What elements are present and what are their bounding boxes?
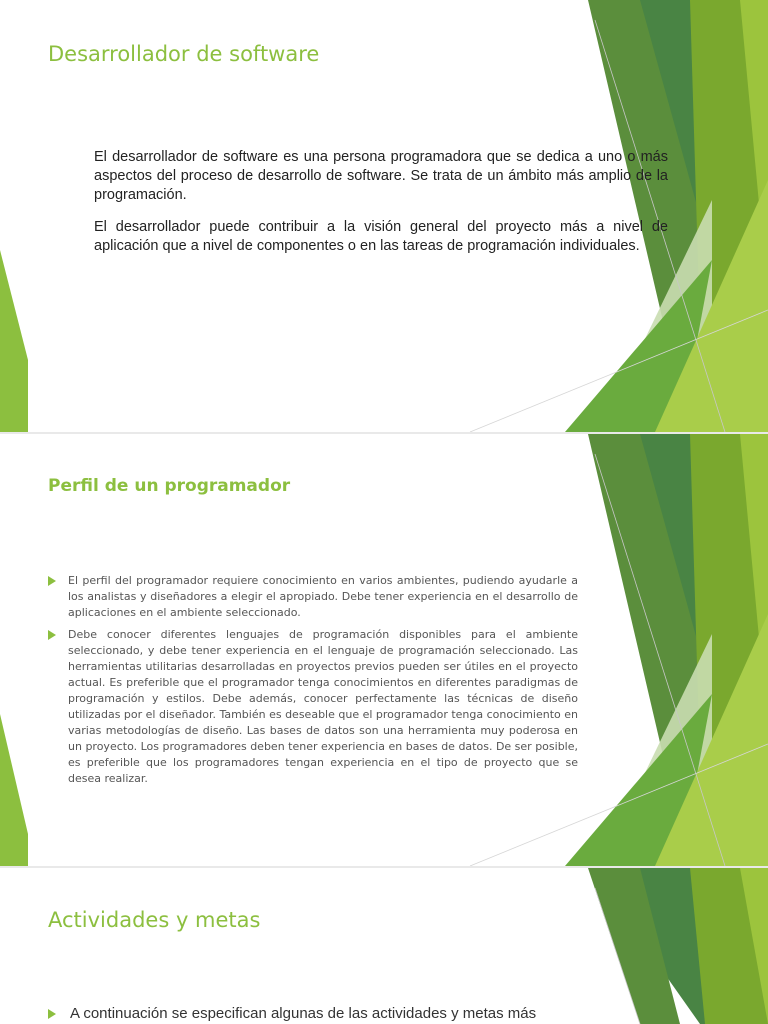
slide-2 <box>0 434 768 866</box>
list-item <box>48 1004 588 1024</box>
slide-3 <box>0 868 768 1024</box>
triangle-bullet-icon <box>48 630 56 640</box>
list-item <box>48 573 578 621</box>
bullet-text: Debe conocer diferentes lenguajes de programación disponibles para el ambiente seleccionado, y debe tener experiencia en el lenguaje de programación seleccionado. Las herramientas utilitarias desarrolladas en proyectos previos pueden ser útiles en el proyecto actual. Es preferible que el programador tenga conocimientos en diferentes paradigmas de programación y estilos. Debe además, conocer perfectamente las técnicas de diseño utilizadas por el diseñador. También es deseable que el programador tenga conocimiento en varias metodologías de diseño. Las bases de datos son una herramienta muy poderosa en un proyecto. Los programadores deben tener experiencia en bases de datos. De ser posible, es preferible que los programadores tengan experiencia en el tipo de proyecto que se desea realizar. <box>68 628 578 785</box>
bullet-text: A continuación se especifican algunas de las actividades y metas más <box>70 1005 537 1022</box>
slide-1 <box>0 0 768 432</box>
paragraph: El desarrollador de software es una persona programadora que se dedica a uno o más aspectos del proceso de desarrollo de software. Se trata de un ámbito más amplio de la programación. <box>94 149 668 203</box>
green-decoration <box>0 868 768 1024</box>
bullet-list <box>48 1004 588 1024</box>
triangle-bullet-icon <box>48 1009 56 1019</box>
slide-title: Perfil de un programador <box>48 476 291 496</box>
slide-title: Actividades y metas <box>48 908 261 932</box>
slide-title: Desarrollador de software <box>48 42 320 66</box>
slide-body <box>94 148 668 269</box>
paragraph: El desarrollador puede contribuir a la visión general del proyecto más a nivel de aplicación que a nivel de componentes o en las tareas de programación individuales. <box>94 219 668 254</box>
bullet-list <box>48 573 578 793</box>
list-item <box>48 627 578 787</box>
triangle-bullet-icon <box>48 576 56 586</box>
bullet-text: El perfil del programador requiere conocimiento en varios ambientes, pudiendo ayudarle a los analistas y diseñadores a elegir el apropiado. Debe tener experiencia en el desarrollo de aplicaciones en el ambiente seleccionado. <box>68 574 578 619</box>
